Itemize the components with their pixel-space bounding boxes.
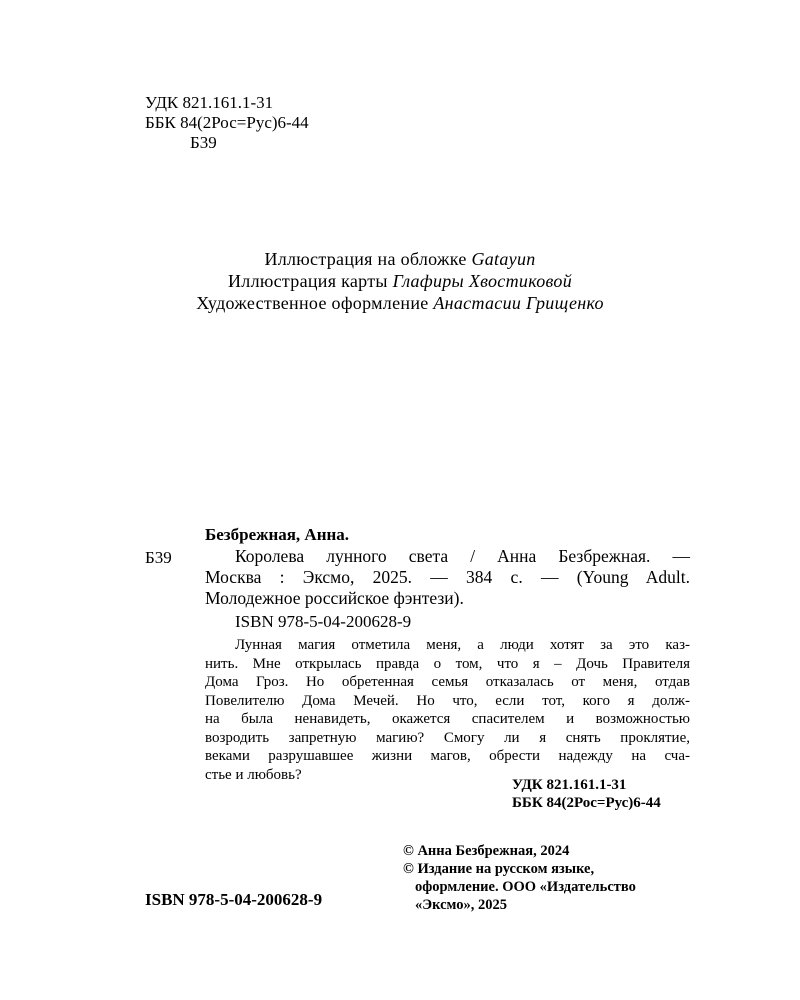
isbn-bottom: ISBN 978-5-04-200628-9 (145, 890, 323, 909)
annotation-line: Повелителю Дома Мечей. Но что, если тот, кого я долж- (205, 692, 690, 709)
isbn-record: ISBN 978-5-04-200628-9 (235, 612, 412, 631)
bib-author-mark: Б39 (145, 548, 172, 567)
illustration-credits (0, 248, 800, 314)
cover-illustration-credit: Иллюстрация на обложке Gatayun (264, 249, 536, 269)
bibliographic-description (205, 546, 690, 609)
udk-code: УДК 821.161.1-31 (145, 93, 274, 112)
annotation-line: Дома Гроз. Но обретенная семья отказалась от меня, отдав (205, 674, 690, 690)
annotation-line: Лунная магия отметила меня, а люди хотят за это каз- (235, 637, 690, 653)
bib-line: Москва : Эксмо, 2025. — 384 с. — (Young Adult. (205, 567, 690, 587)
credit-name: Анастасии Грищенко (433, 293, 604, 313)
credit-name: Gatayun (471, 249, 536, 269)
credit-name: Глафиры Хвостиковой (392, 271, 572, 291)
annotation-line: на была ненавидеть, окажется спасителем и возможностью (205, 711, 690, 727)
annotation-line: возродить запретную магию? Смогу ли я снять проклятие, (205, 729, 690, 746)
map-illustration-credit: Иллюстрация карты Глафиры Хвостиковой (228, 271, 572, 291)
copyright-line: © Анна Безбрежная, 2024 (403, 843, 570, 859)
copyright-line: оформление. ООО «Издательство (415, 879, 636, 895)
bbk-code: ББК 84(2Рос=Рус)6-44 (512, 795, 661, 811)
bib-line: Королева лунного света / Анна Безбрежная. — (235, 546, 690, 566)
right-classification-codes (512, 776, 661, 812)
copyright-line: «Эксмо», 2025 (415, 897, 507, 913)
copyright-line: © Издание на русском языке, (403, 861, 595, 877)
annotation (205, 636, 690, 784)
bib-author: Безбрежная, Анна. (205, 525, 350, 544)
bbk-code: ББК 84(2Рос=Рус)6-44 (145, 113, 309, 132)
annotation-line: стье и любовь? (205, 766, 302, 783)
annotation-line: нить. Мне открылась правда о том, что я – Дочь Правителя (205, 655, 690, 672)
bib-line: Молодежное российское фэнтези). (205, 588, 464, 608)
annotation-line: веками разрушавшее жизни магов, обрести надежду на сча- (205, 748, 690, 764)
copyright-block (403, 842, 636, 914)
udk-code: УДК 821.161.1-31 (512, 777, 627, 793)
top-classification-codes (145, 93, 309, 153)
design-credit: Художественное оформление Анастасии Грищенко (196, 293, 604, 313)
author-mark: Б39 (190, 133, 217, 152)
